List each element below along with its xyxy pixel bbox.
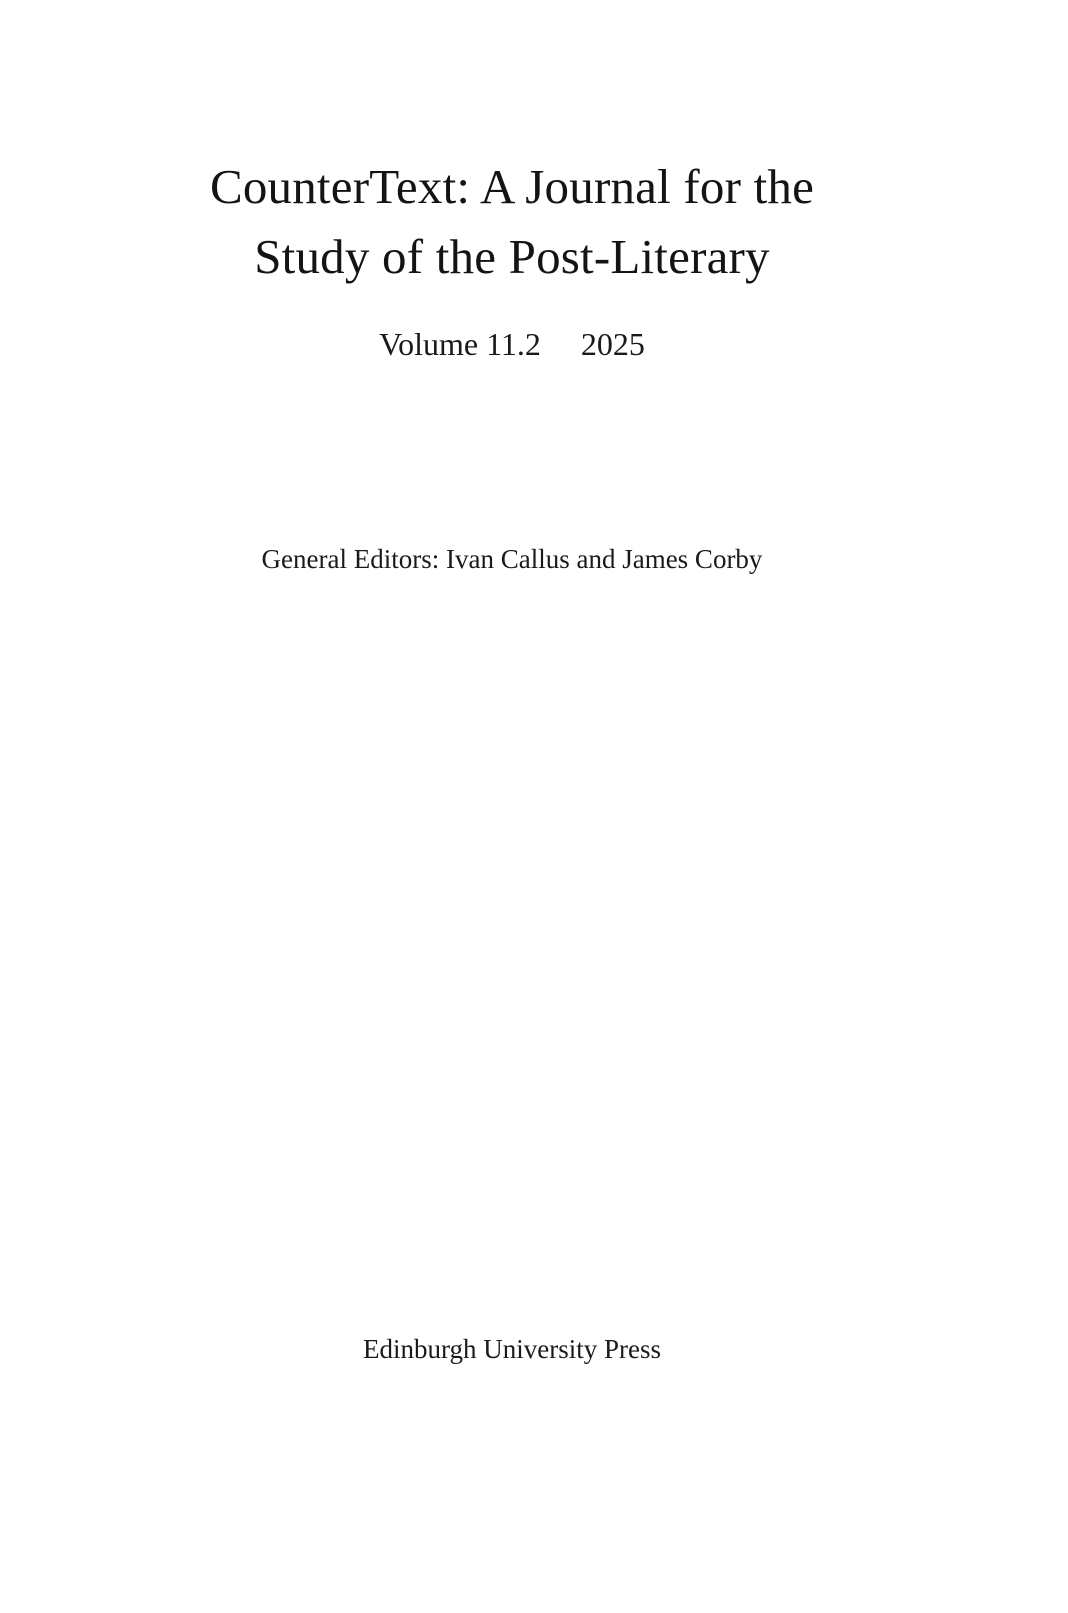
volume-number: Volume 11.2 <box>379 326 541 362</box>
general-editors: General Editors: Ivan Callus and James Corby <box>261 544 763 574</box>
journal-title <box>0 152 1024 292</box>
journal-title-line-2: Study of the Post-Literary <box>254 229 770 284</box>
publisher-name: Edinburgh University Press <box>363 1334 661 1364</box>
issue-info <box>0 322 1024 366</box>
issue-year: 2025 <box>580 326 645 362</box>
journal-title-line-1: CounterText: A Journal for the <box>209 159 815 214</box>
